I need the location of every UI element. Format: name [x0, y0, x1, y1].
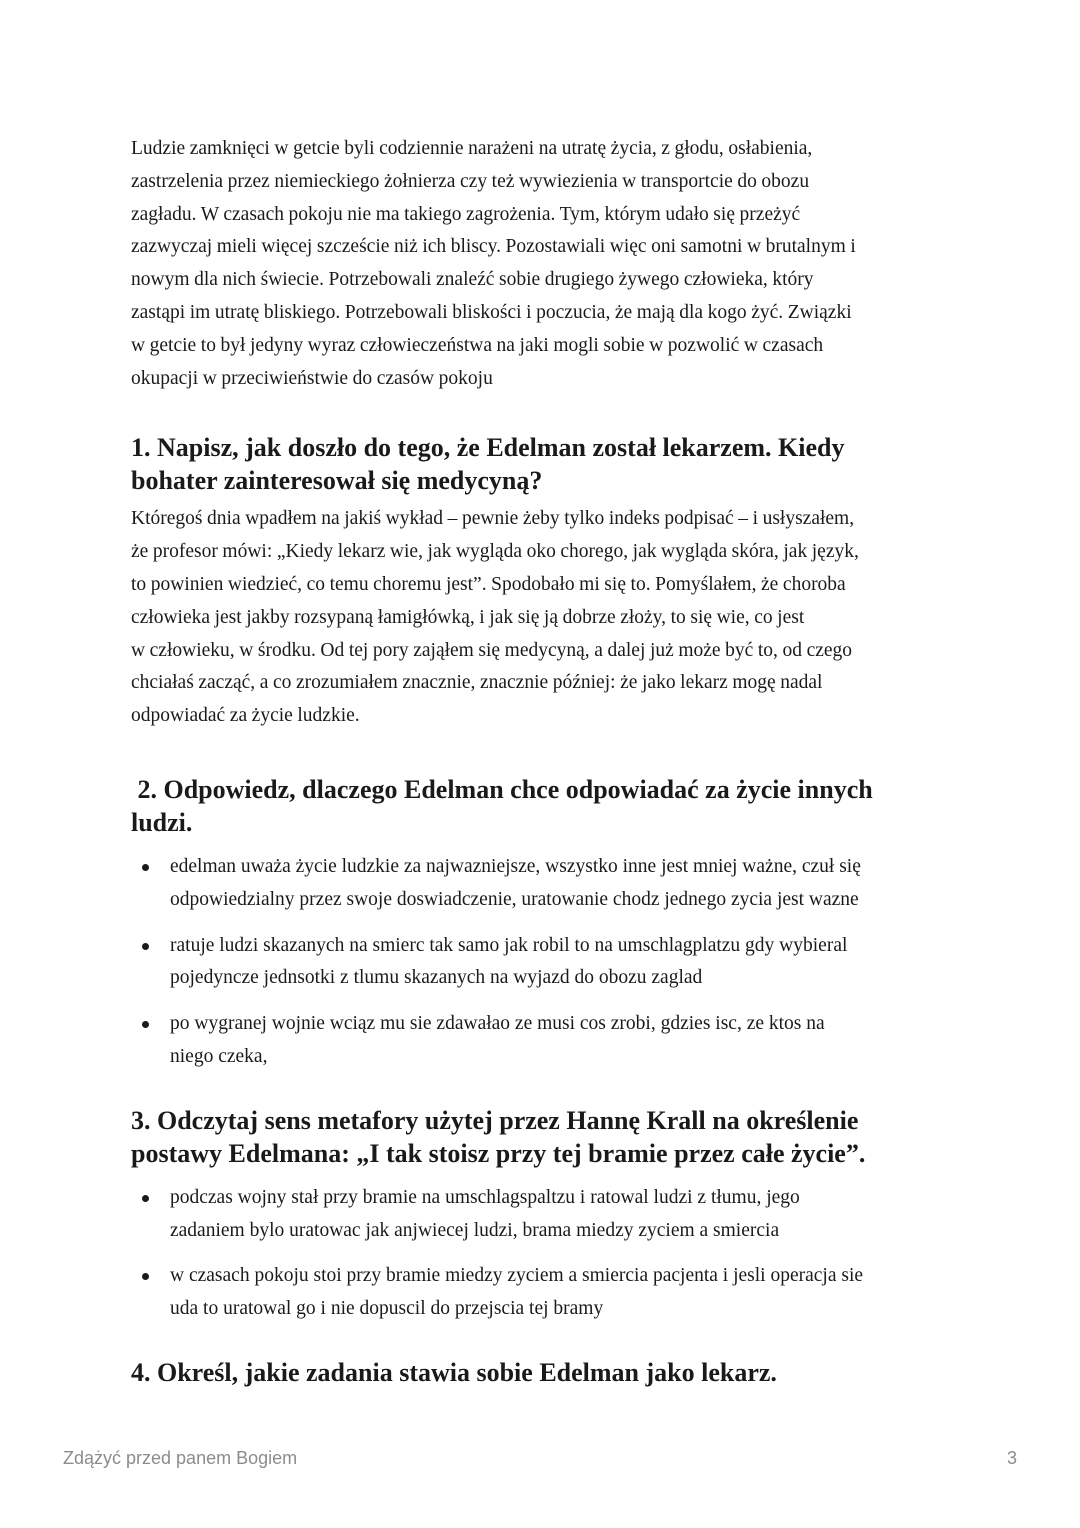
intro-line: nowym dla nich świecie. Potrzebowali znaleźć sobie drugiego żywego człowieka, który [131, 269, 814, 291]
list-item: po wygranej wojnie wciąz mu sie zdawałao ze musi cos zrobi, gdzies isc, ze ktos na niego czeka, [131, 1008, 961, 1074]
intro-line: zastąpi im utratę bliskiego. Potrzebowali bliskości i poczucia, że mają dla kogo żyć. Związki [131, 301, 852, 323]
intro-paragraph [131, 133, 961, 395]
answer-line: w człowieku, w środku. Od tej pory zająłem się medycyną, a dalej już może być to, od czego [131, 639, 853, 661]
intro-line: okupacji w przeciwieństwie do czasów pokoju [131, 367, 493, 389]
answer-line: odpowiadać za życie ludzkie. [131, 705, 360, 727]
question-2-heading: 2. Odpowiedz, dlaczego Edelman chce odpowiadać za życie innych ludzi. [131, 774, 873, 837]
answer-line: że profesor mówi: „Kiedy lekarz wie, jak wygląda oko chorego, jak wygląda skóra, jak język, [131, 541, 859, 563]
list-item: podczas wojny stał przy bramie na umschlagspaltzu i ratowal ludzi z tłumu, jego zadaniem bylo uratowac jak anjwiecej ludzi, brama miedzy zyciem a smiercia [131, 1182, 961, 1248]
footer-document-title: Zdążyć przed panem Bogiem [63, 1448, 298, 1468]
intro-line: w getcie to był jedyny wyraz człowieczeństwa na jaki mogli sobie w pozwolić w czasach [131, 334, 824, 356]
bullet-icon [142, 864, 149, 871]
list-item: ratuje ludzi skazanych na smierc tak samo jak robil to na umschlagplatzu gdy wybieral pojedyncze jednsotki z tlumu skazanych na wyjazd do obozu zaglad [131, 930, 961, 996]
bullet-icon [142, 943, 149, 950]
bullet-icon [142, 1195, 149, 1202]
answer-line: to powinien wiedzieć, co temu choremu jest”. Spodobało mi się to. Pomyślałem, że choroba [131, 573, 846, 595]
intro-line: zastrzelenia przez niemieckiego żołnierza czy też wywiezienia w transportcie do obozu [131, 170, 810, 192]
question-3-bullet-list [131, 1182, 961, 1326]
answer-line: Któregoś dnia wpadłem na jakiś wykład – pewnie żeby tylko indeks podpisać – i usłyszałem, [131, 508, 855, 530]
question-1-answer [131, 503, 961, 733]
question-3-heading: 3. Odczytaj sens metafory użytej przez Hannę Krall na określenie postawy Edelmana: „I tak stoisz przy tej bramie przez całe życie”. [131, 1105, 866, 1168]
bullet-icon [142, 1273, 149, 1280]
list-item: w czasach pokoju stoi przy bramie miedzy zyciem a smiercia pacjenta i jesli operacja sie uda to uratowal go i nie dopuscil do przejscia tej bramy [131, 1260, 961, 1326]
footer-page-number: 3 [1006, 1448, 1017, 1468]
question-4-heading: 4. Określ, jakie zadania stawia sobie Edelman jako lekarz. [131, 1357, 777, 1387]
intro-line: zazwyczaj mieli więcej szczeście niż ich bliscy. Pozostawiali więc oni samotni w brutalnym i [131, 236, 856, 258]
intro-line: zagładu. W czasach pokoju nie ma takiego zagrożenia. Tym, którym udało się przeżyć [131, 203, 801, 225]
question-1-heading: 1. Napisz, jak doszło do tego, że Edelman został lekarzem. Kiedy bohater zainteresował się medycyną? [131, 433, 845, 496]
answer-line: chciałaś zacząć, a co zrozumiałem znacznie, znacznie później: że jako lekarz mogę nadal [131, 672, 823, 694]
intro-line: Ludzie zamknięci w getcie byli codziennie narażeni na utratę życia, z głodu, osłabienia, [131, 138, 813, 159]
question-2-bullet-list [131, 851, 961, 1074]
list-item: edelman uważa życie ludzkie za najwazniejsze, wszystko inne jest mniej ważne, czuł się odpowiedzialny przez swoje doswiadczenie, uratowanie chodz jednego zycia jest wazne [131, 851, 961, 917]
bullet-icon [142, 1021, 149, 1028]
answer-line: człowieka jest jakby rozsypaną łamigłówką, i jak się ją dobrze złoży, to się wie, co jest [131, 606, 805, 628]
page-content [131, 133, 961, 1389]
